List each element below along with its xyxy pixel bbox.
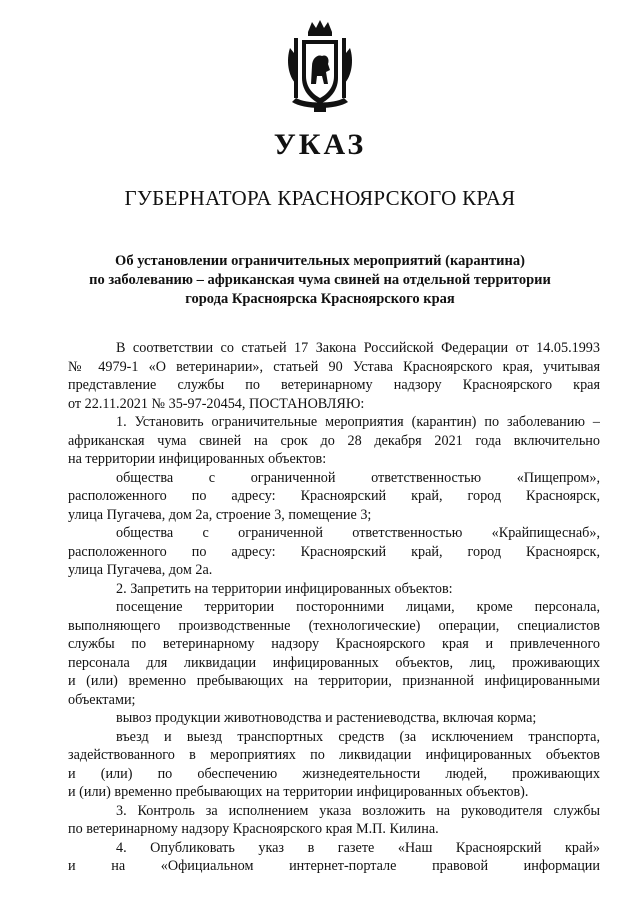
body-line: задействованного в мероприятиях по ликвидации инфицированных объектов: [68, 747, 600, 763]
body-line: и (или) временно пребывающих на территории инфицированных объектов).: [68, 784, 529, 800]
heading-line: Об установлении ограничительных мероприятий (карантина): [115, 253, 525, 269]
heading-line: по заболеванию – африканская чума свиней на отдельной территории: [89, 272, 551, 288]
body-line: представление службы по ветеринарному надзору Красноярского края: [68, 377, 600, 393]
body-line: улица Пугачева, дом 2а, строение 3, помещение 3;: [68, 506, 372, 523]
body-line: 3. Контроль за исполнением указа возложить на руководителя службы: [116, 802, 600, 819]
body-line: на территории инфицированных объектов:: [68, 451, 327, 467]
heading-line: города Красноярска Красноярского края: [185, 291, 455, 307]
body-line: В соответствии со статьей 17 Закона Российской Федерации от 14.05.1993: [116, 340, 600, 356]
body-line: общества с ограниченной ответственностью «Крайпищеснаб»,: [116, 525, 600, 541]
decree-heading: [60, 252, 580, 309]
body-line: и (или) по обеспечению жизнедеятельности людей, проживающих: [68, 765, 600, 782]
body-line: 2. Запретить на территории инфицированных объектов:: [116, 580, 453, 597]
body-line: расположенного по адресу: Красноярский край, город Красноярск,: [68, 543, 600, 560]
body-line: выполняющего производственные (технологические) операции, специалистов: [68, 617, 600, 634]
document-title: УКАЗ: [273, 128, 367, 161]
body-line: персонала для ликвидации инфицированных объектов, лиц, проживающих: [68, 654, 600, 671]
body-line: объектами;: [68, 691, 136, 708]
coat-of-arms-icon: [284, 18, 356, 114]
body-line: вывоз продукции животноводства и растениеводства, включая корма;: [116, 710, 537, 726]
body-line: и на «Официальном интернет-портале правовой информации: [68, 858, 600, 874]
body-line: 1. Установить ограничительные мероприятия (карантин) по заболеванию –: [116, 414, 600, 430]
body-line: 4. Опубликовать указ в газете «Наш Красноярский край»: [116, 839, 600, 856]
body-line: № 4979-1 «О ветеринарии», статьей 90 Устава Красноярского края, учитывая: [68, 358, 600, 375]
body-line: и (или) временно пребывающих на территории, признанной инфицированными: [68, 673, 600, 689]
body-line: службы по ветеринарному надзору Красноярского края и привлеченного: [68, 636, 600, 652]
body-line: расположенного по адресу: Красноярский край, город Красноярск,: [68, 488, 600, 504]
body-line: по ветеринарному надзору Красноярского края М.П. Килина.: [68, 821, 439, 837]
document-subtitle: ГУБЕРНАТОРА КРАСНОЯРСКОГО КРАЯ: [124, 186, 516, 210]
body-line: от 22.11.2021 № 35-97-20454, ПОСТАНОВЛЯЮ:: [68, 395, 365, 412]
body-line: въезд и выезд транспортных средств (за исключением транспорта,: [116, 728, 600, 745]
body-line: африканская чума свиней на срок до 28 декабря 2021 года включительно: [68, 432, 600, 449]
body-line: посещение территории посторонними лицами, кроме персонала,: [116, 599, 600, 615]
body-line: улица Пугачева, дом 2а.: [68, 562, 213, 578]
decree-body: [68, 339, 600, 876]
body-line: общества с ограниченной ответственностью «Пищепром»,: [116, 469, 600, 486]
